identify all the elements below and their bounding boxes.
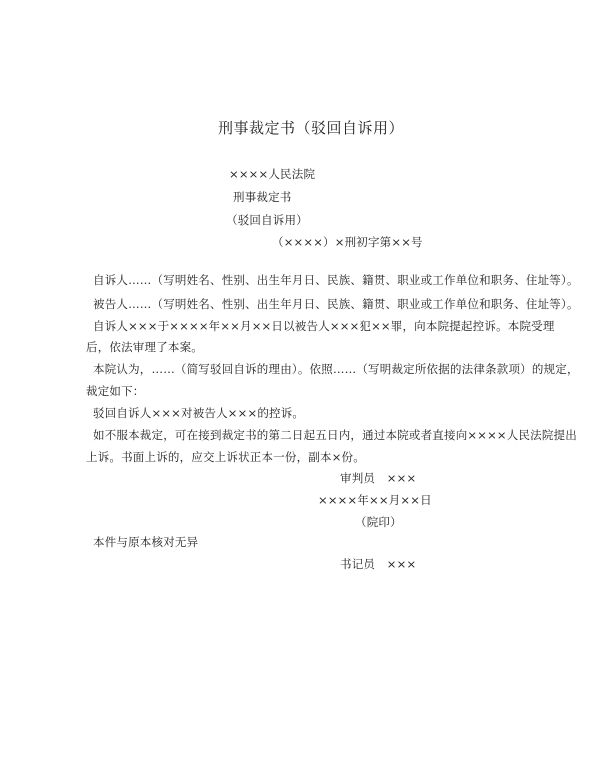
doc-type: 刑事裁定书 — [233, 190, 292, 204]
judge-signature: 审判员 ××× — [340, 471, 417, 485]
ruling-line: 驳回自诉人×××对被告人×××的控诉。 — [93, 406, 305, 420]
court-name: ××××人民法院 — [229, 167, 316, 181]
facts-line-2: 后，依法审理了本案。 — [86, 340, 203, 354]
reasoning-line-1: 本院认为，……（简写驳回自诉的理由）。依照……（写明裁定所依据的法律条款项）的规定， — [93, 362, 579, 376]
doc-subtype: （驳回自诉用） — [226, 213, 308, 227]
defendant-line: 被告人……（写明姓名、性别、出生年月日、民族、籍贯、职业或工作单位和职务、住址等）。 — [93, 297, 579, 311]
document-title: 刑事裁定书（驳回自诉用） — [218, 119, 405, 137]
reasoning-line-2: 裁定如下： — [86, 384, 145, 398]
certification-note: 本件与原本核对无异 — [93, 535, 199, 549]
clerk-signature: 书记员 ××× — [340, 557, 417, 571]
court-seal: （院印） — [355, 515, 402, 529]
appeal-line-1: 如不服本裁定，可在接到裁定书的第二日起五日内，通过本院或者直接向××××人民法院提出 — [93, 428, 577, 442]
ruling-date: ××××年××月××日 — [318, 493, 432, 507]
appeal-line-2: 上诉。书面上诉的，应交上诉状正本一份，副本×份。 — [86, 450, 365, 464]
case-number: （××××）×刑初字第××号 — [272, 235, 423, 249]
plaintiff-line: 自诉人……（写明姓名、性别、出生年月日、民族、籍贯、职业或工作单位和职务、住址等）。 — [93, 273, 579, 287]
facts-line-1: 自诉人×××于××××年××月××日以被告人×××犯××罪，向本院提起控诉。本院受理 — [93, 319, 555, 333]
